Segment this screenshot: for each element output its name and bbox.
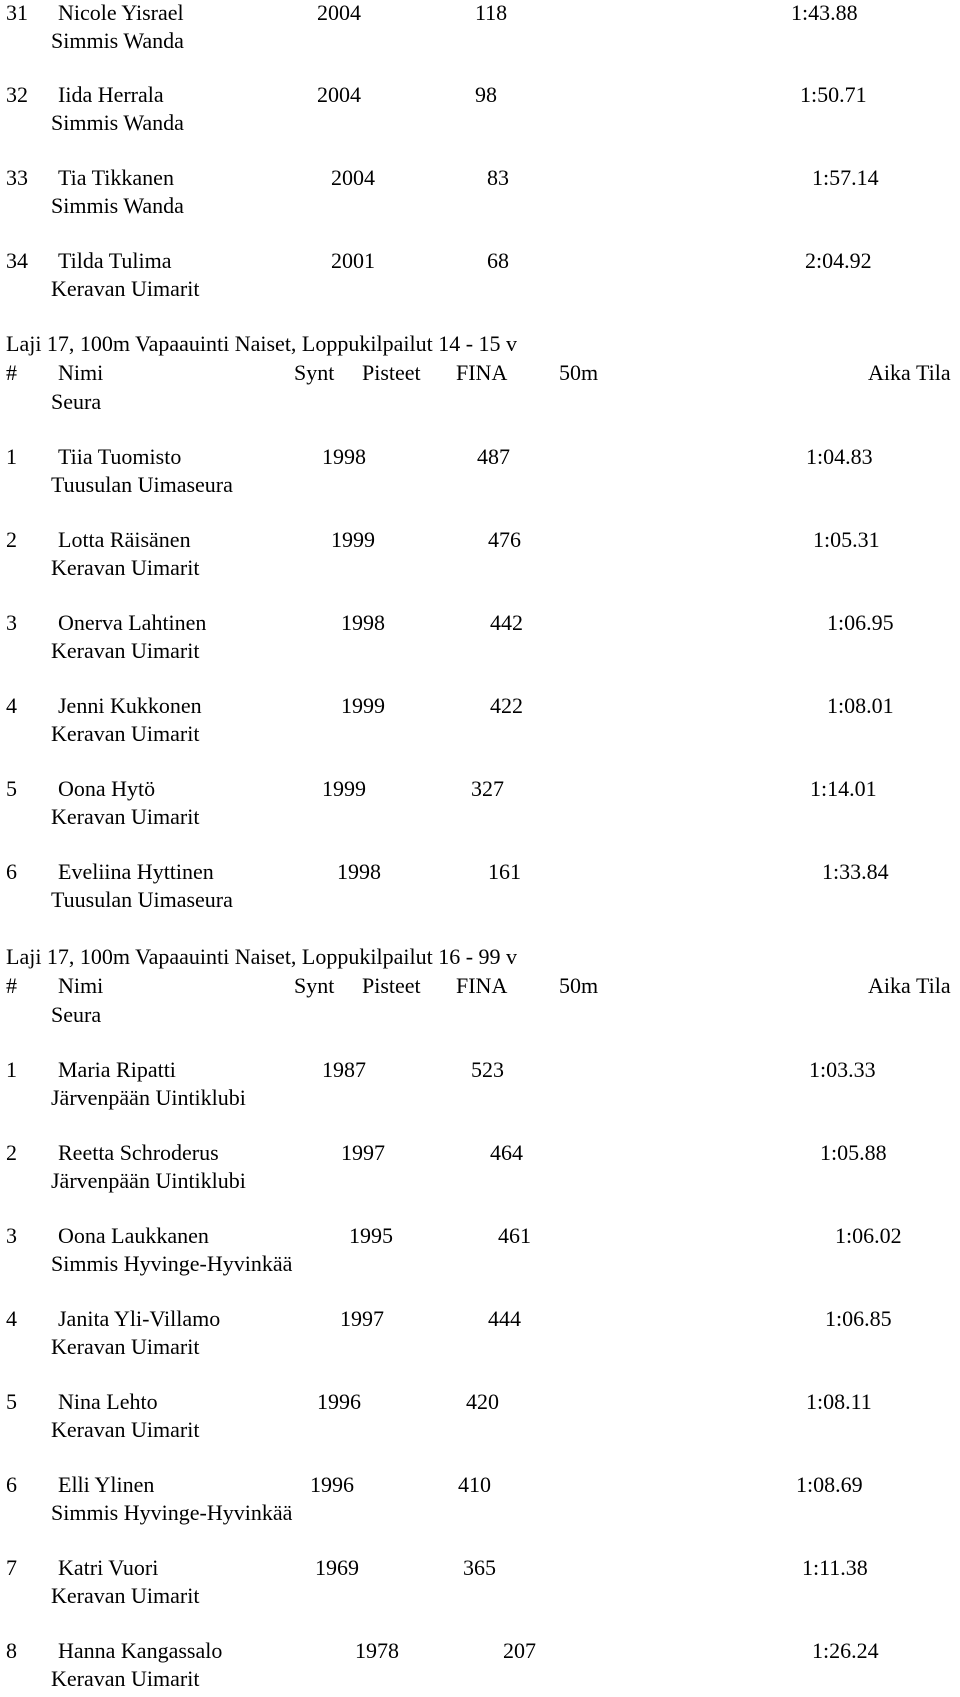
swim-time: 1:14.01: [810, 776, 877, 801]
header-synt: Synt: [294, 973, 335, 998]
fina-points: 327: [471, 776, 504, 801]
birth-year: 1995: [349, 1223, 393, 1248]
rank: 1: [6, 1057, 17, 1082]
birth-year: 1978: [355, 1638, 399, 1663]
birth-year: 1997: [340, 1306, 384, 1331]
birth-year: 2004: [317, 0, 361, 25]
fina-points: 464: [490, 1140, 523, 1165]
athlete-name: Oona Hytö: [58, 776, 156, 801]
swim-time: 1:05.31: [813, 527, 880, 552]
header-pisteet: Pisteet: [362, 360, 421, 385]
birth-year: 2004: [317, 82, 361, 107]
athlete-name: Maria Ripatti: [58, 1057, 176, 1082]
birth-year: 1997: [341, 1140, 385, 1165]
rank: 31: [6, 0, 28, 25]
rank: 8: [6, 1638, 17, 1663]
rank: 6: [6, 859, 17, 884]
club-name: Järvenpään Uintiklubi: [51, 1085, 246, 1110]
birth-year: 1998: [337, 859, 381, 884]
header-fina: FINA: [456, 973, 508, 998]
header-tila: Tila: [916, 973, 951, 998]
rank: 32: [6, 82, 28, 107]
header-aika: Aika: [868, 360, 911, 385]
club-name: Keravan Uimarit: [51, 1583, 200, 1608]
rank: 34: [6, 248, 28, 273]
club-name: Keravan Uimarit: [51, 1666, 200, 1691]
fina-points: 207: [503, 1638, 536, 1663]
fina-points: 68: [487, 248, 509, 273]
rank: 2: [6, 1140, 17, 1165]
swim-time: 1:06.85: [825, 1306, 892, 1331]
rank: 3: [6, 1223, 17, 1248]
athlete-name: Katri Vuori: [58, 1555, 159, 1580]
fina-points: 487: [477, 444, 510, 469]
club-name: Keravan Uimarit: [51, 276, 200, 301]
fina-points: 461: [498, 1223, 531, 1248]
header-seura: Seura: [51, 389, 102, 414]
birth-year: 1999: [341, 693, 385, 718]
swim-time: 1:11.38: [802, 1555, 868, 1580]
club-name: Keravan Uimarit: [51, 555, 200, 580]
athlete-name: Nicole Yisrael: [58, 0, 184, 25]
athlete-name: Iida Herrala: [58, 82, 164, 107]
rank: 1: [6, 444, 17, 469]
header-name: Nimi: [58, 973, 104, 998]
rank: 6: [6, 1472, 17, 1497]
rank: 33: [6, 165, 28, 190]
birth-year: 2004: [331, 165, 375, 190]
athlete-name: Elli Ylinen: [58, 1472, 155, 1497]
rank: 2: [6, 527, 17, 552]
rank: 3: [6, 610, 17, 635]
swim-time: 1:05.88: [820, 1140, 887, 1165]
club-name: Tuusulan Uimaseura: [51, 887, 233, 912]
athlete-name: Nina Lehto: [58, 1389, 158, 1414]
header-50m: 50m: [559, 360, 599, 385]
birth-year: 2001: [331, 248, 375, 273]
club-name: Simmis Wanda: [51, 193, 184, 218]
header-name: Nimi: [58, 360, 104, 385]
birth-year: 1987: [322, 1057, 366, 1082]
fina-points: 118: [475, 0, 508, 25]
header-hash: #: [6, 360, 17, 385]
athlete-name: Oona Laukkanen: [58, 1223, 209, 1248]
birth-year: 1998: [341, 610, 385, 635]
birth-year: 1996: [317, 1389, 361, 1414]
rank: 5: [6, 1389, 17, 1414]
athlete-name: Eveliina Hyttinen: [58, 859, 214, 884]
fina-points: 161: [488, 859, 521, 884]
fina-points: 83: [487, 165, 509, 190]
club-name: Keravan Uimarit: [51, 1417, 200, 1442]
header-50m: 50m: [559, 973, 599, 998]
athlete-name: Tia Tikkanen: [58, 165, 174, 190]
swim-time: 1:06.95: [827, 610, 894, 635]
club-name: Keravan Uimarit: [51, 804, 200, 829]
rank: 4: [6, 693, 17, 718]
rank: 5: [6, 776, 17, 801]
club-name: Simmis Hyvinge-Hyvinkää: [51, 1500, 293, 1525]
athlete-name: Jenni Kukkonen: [58, 693, 202, 718]
birth-year: 1998: [322, 444, 366, 469]
rank: 4: [6, 1306, 17, 1331]
event-title: Laji 17, 100m Vapaauinti Naiset, Loppukilpailut 16 - 99 v: [6, 944, 518, 969]
swim-time: 1:50.71: [800, 82, 867, 107]
birth-year: 1969: [315, 1555, 359, 1580]
club-name: Tuusulan Uimaseura: [51, 472, 233, 497]
fina-points: 444: [488, 1306, 521, 1331]
header-tila: Tila: [916, 360, 951, 385]
event-title: Laji 17, 100m Vapaauinti Naiset, Loppukilpailut 14 - 15 v: [6, 331, 518, 356]
fina-points: 98: [475, 82, 497, 107]
birth-year: 1996: [310, 1472, 354, 1497]
header-aika: Aika: [868, 973, 911, 998]
header-pisteet: Pisteet: [362, 973, 421, 998]
fina-points: 476: [488, 527, 521, 552]
athlete-name: Tilda Tulima: [58, 248, 172, 273]
header-seura: Seura: [51, 1002, 102, 1027]
birth-year: 1999: [331, 527, 375, 552]
athlete-name: Reetta Schroderus: [58, 1140, 219, 1165]
club-name: Keravan Uimarit: [51, 638, 200, 663]
fina-points: 410: [458, 1472, 491, 1497]
club-name: Simmis Hyvinge-Hyvinkää: [51, 1251, 293, 1276]
fina-points: 523: [471, 1057, 504, 1082]
swim-time: 1:26.24: [812, 1638, 879, 1663]
swim-time: 1:33.84: [822, 859, 889, 884]
header-fina: FINA: [456, 360, 508, 385]
rank: 7: [6, 1555, 17, 1580]
club-name: Järvenpään Uintiklubi: [51, 1168, 246, 1193]
fina-points: 422: [490, 693, 523, 718]
club-name: Simmis Wanda: [51, 28, 184, 53]
swim-time: 1:43.88: [791, 0, 858, 25]
swim-time: 2:04.92: [805, 248, 872, 273]
athlete-name: Hanna Kangassalo: [58, 1638, 223, 1663]
header-synt: Synt: [294, 360, 335, 385]
athlete-name: Onerva Lahtinen: [58, 610, 207, 635]
swim-time: 1:08.01: [827, 693, 894, 718]
swim-time: 1:06.02: [835, 1223, 902, 1248]
swim-time: 1:08.11: [806, 1389, 872, 1414]
fina-points: 442: [490, 610, 523, 635]
club-name: Simmis Wanda: [51, 110, 184, 135]
swim-time: 1:08.69: [796, 1472, 863, 1497]
club-name: Keravan Uimarit: [51, 1334, 200, 1359]
athlete-name: Lotta Räisänen: [58, 527, 191, 552]
swim-time: 1:57.14: [812, 165, 879, 190]
fina-points: 420: [466, 1389, 499, 1414]
athlete-name: Tiia Tuomisto: [58, 444, 182, 469]
header-hash: #: [6, 973, 17, 998]
swim-time: 1:03.33: [809, 1057, 876, 1082]
birth-year: 1999: [322, 776, 366, 801]
club-name: Keravan Uimarit: [51, 721, 200, 746]
fina-points: 365: [463, 1555, 496, 1580]
athlete-name: Janita Yli-Villamo: [58, 1306, 221, 1331]
swim-time: 1:04.83: [806, 444, 873, 469]
